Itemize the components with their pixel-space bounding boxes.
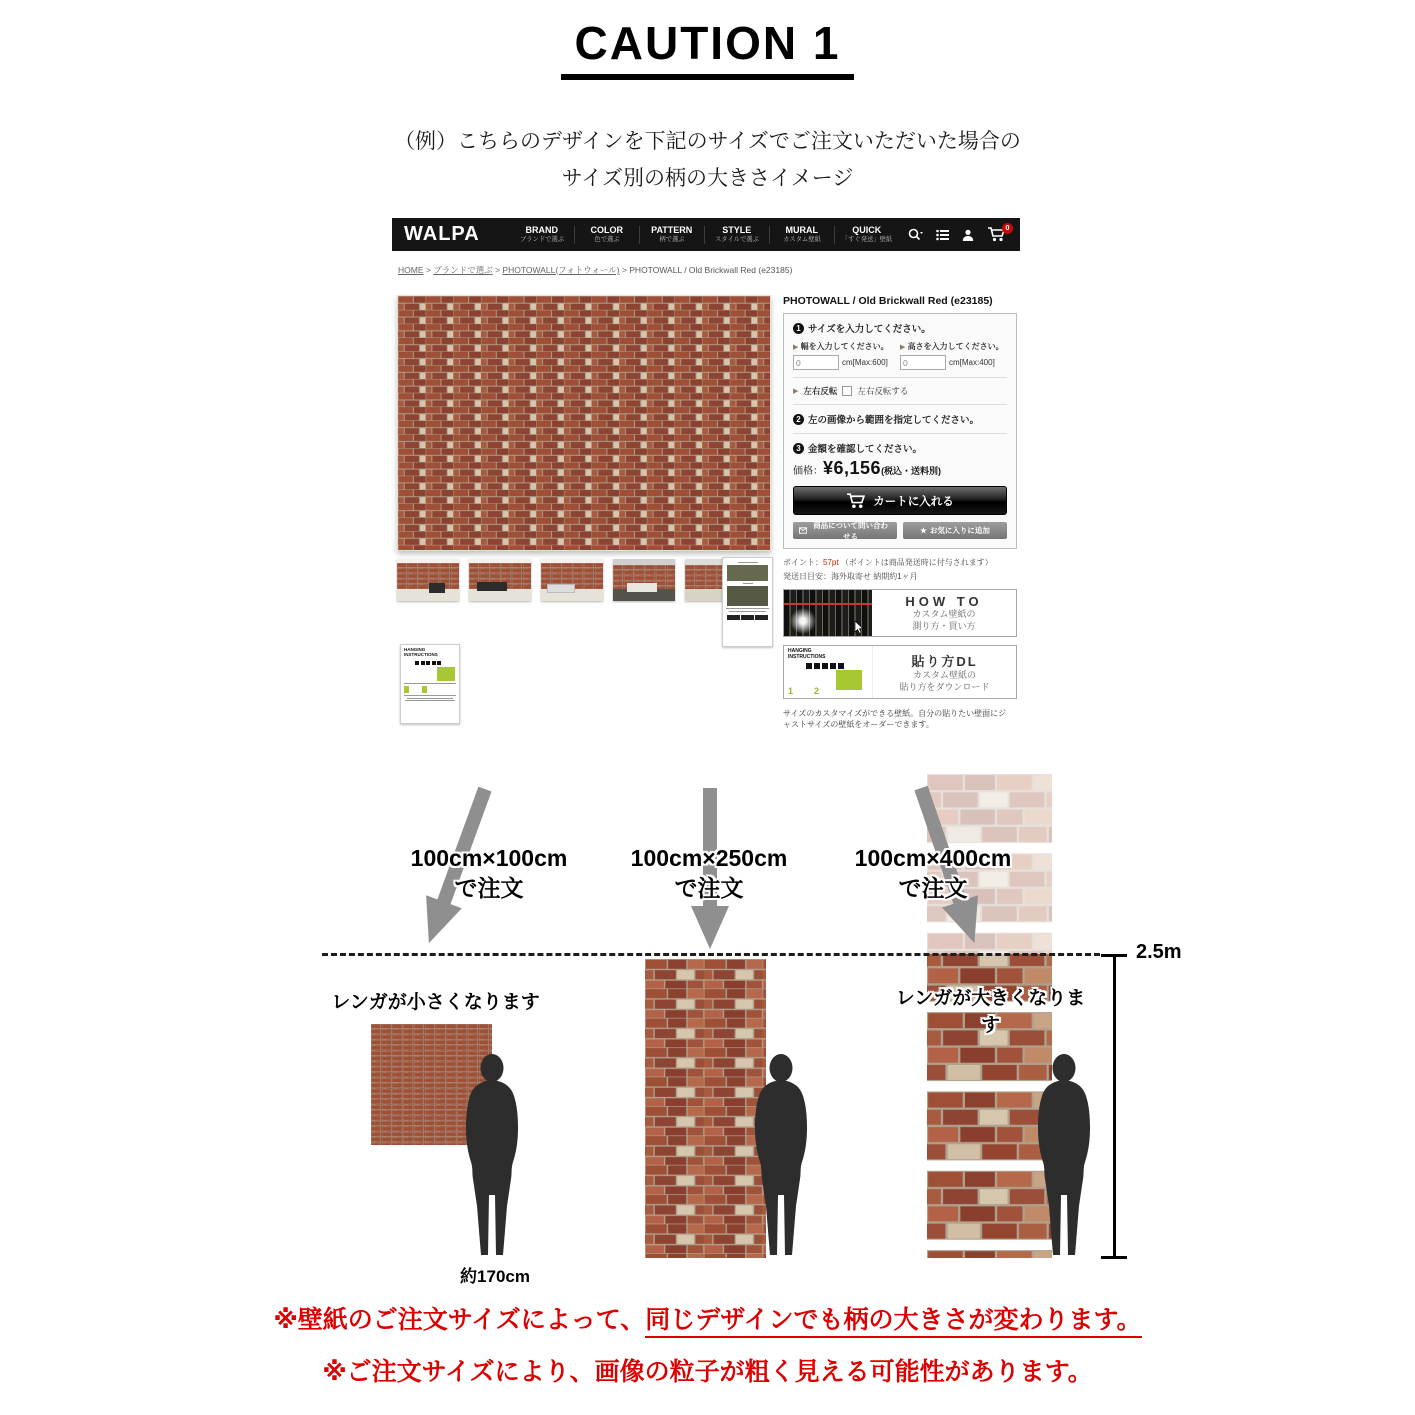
shipping-note: 発送日目安：海外取寄せ 納期約1ヶ月 — [783, 572, 918, 581]
breadcrumb-brand[interactable]: ブランドで選ぶ — [433, 265, 493, 275]
hanging-dl-banner[interactable]: HANGING INSTRUCTIONS 1 2 貼り方DL カスタム壁紙の 貼り方をダウンロード — [783, 645, 1017, 699]
person-silhouette-left — [448, 1052, 536, 1258]
bricks-larger-note: レンガが大きくなります — [895, 988, 1086, 1036]
thumbnail-room-4[interactable] — [613, 559, 675, 601]
thumbnail-room-2[interactable] — [469, 559, 531, 601]
hanging-dl-title: 貼り方DL — [911, 654, 978, 670]
width-max: cm[Max:600] — [842, 358, 888, 367]
list-icon[interactable] — [936, 229, 949, 241]
caution-note-2: ※ご注文サイズにより、画像の粒子が粗く見える可能性があります。 — [322, 1358, 1093, 1386]
flip-checkbox[interactable] — [842, 386, 852, 396]
order-label-100x250: 100cm×250cm で注文 — [630, 845, 788, 901]
search-icon[interactable] — [908, 228, 923, 241]
cart-button[interactable] — [987, 225, 1010, 242]
walpa-logo[interactable]: WALPA — [404, 223, 480, 245]
mail-icon — [799, 527, 807, 534]
step-3: 3 金額を確認してください。 — [793, 441, 1007, 455]
breadcrumb-photowall[interactable]: PHOTOWALL(フォトウォール) — [502, 265, 620, 275]
thumbnail-room-1[interactable] — [397, 559, 459, 601]
nav-icons — [908, 227, 1020, 242]
webshop-screenshot — [392, 218, 1020, 766]
wall-height-dashed-line — [322, 953, 1100, 956]
nav-item-mural[interactable]: MURAL カスタム壁紙 — [782, 224, 821, 243]
page-title: CAUTION 1 — [0, 16, 1415, 80]
account-icon[interactable] — [962, 229, 974, 241]
person-silhouette-right — [1020, 1052, 1108, 1258]
step-2: 2 左の画像から範囲を指定してください。 — [793, 412, 1007, 426]
person-height-label: 約170cm — [460, 1267, 530, 1286]
price-amount: ¥6,156 — [823, 458, 882, 478]
nav-item-pattern[interactable]: PATTERN 柄で選ぶ — [651, 224, 693, 243]
price-label: 価格： — [793, 466, 823, 477]
wall-height-label: 2.5m — [1136, 941, 1182, 963]
caution-note-1: ※壁紙のご注文サイズによって、同じデザインでも柄の大きさが変わります。 — [0, 1300, 1415, 1336]
hanging-doc-image: HANGING INSTRUCTIONS 1 2 — [784, 646, 873, 698]
howto-banner[interactable]: HOW TO カスタム壁紙の 測り方・買い方 — [783, 589, 1017, 637]
thumbnail-room-3[interactable] — [541, 559, 603, 601]
cart-icon — [846, 493, 866, 509]
order-step-box: 1 サイズを入力してください。 ▶ 幅を入力してください。 ▶ 高さを入力してください。 0 cm[Max:600] 0 cm[Max:400] ▶ 左右反転 左右反転する 2 左の画像から範囲を指定してください。 3 金額を確認してください。 価格： ¥6,156 (税込・送料別) カートに入れる 商品について問い合わせる ★ お気に入りに追加 — [783, 313, 1017, 549]
price-tax-note: (税込・送料別) — [881, 466, 942, 476]
nav-item-style[interactable]: STYLE スタイルで選ぶ — [714, 224, 759, 243]
nav-bar — [392, 218, 1020, 251]
hanging-instructions-thumbnail[interactable]: HANGING INSTRUCTIONS — [400, 644, 460, 724]
measure-bottom-cap — [1101, 1256, 1127, 1259]
width-input[interactable] — [793, 355, 839, 370]
order-label-100x400: 100cm×400cm で注文 — [854, 845, 1012, 901]
inquiry-button[interactable]: 商品について問い合わせる — [793, 522, 897, 539]
breadcrumb-home[interactable]: HOME — [398, 265, 424, 275]
product-description: サイズのカスタマイズができる壁紙。自分の貼りたい壁面にジャストサイズの壁紙をオーダーできます。 — [783, 709, 1007, 730]
breadcrumb-current: PHOTOWALL / Old Brickwall Red (e23185) — [629, 265, 793, 275]
bricks-smaller-note: レンガが小さくなります — [331, 992, 540, 1013]
product-title: PHOTOWALL / Old Brickwall Red (e23185) — [783, 295, 993, 307]
product-image-brick-wall[interactable] — [397, 295, 771, 551]
add-to-cart-button[interactable]: カートに入れる — [793, 486, 1007, 515]
favorite-button[interactable]: ★ お気に入りに追加 — [903, 522, 1007, 539]
intro-line-1: （例）こちらのデザインを下記のサイズでご注文いただいた場合の — [394, 130, 1021, 153]
height-label: ▶ 高さを入力してください。 — [900, 342, 1004, 351]
points-row: ポイント：57pt （ポイントは商品発送時に付与されます） — [783, 558, 993, 567]
step-1: 1 サイズを入力してください。 — [793, 321, 1007, 335]
price-row — [793, 458, 1007, 479]
nav-item-brand[interactable]: BRAND ブランドで選ぶ — [519, 224, 564, 243]
intro-line-2: サイズ別の柄の大きさイメージ — [561, 167, 854, 190]
flip-check-label: 左右反転する — [857, 386, 909, 396]
howto-title: HOW TO — [905, 594, 983, 610]
star-icon: ★ — [920, 526, 927, 535]
flip-label: 左右反転 — [803, 386, 838, 396]
product-panel — [783, 295, 1017, 730]
points-value: 57pt — [823, 558, 839, 567]
height-input[interactable] — [900, 355, 946, 370]
measure-line — [1113, 954, 1116, 1258]
breadcrumb: HOME > ブランドで選ぶ > PHOTOWALL(フォトウォール) > PHOTOWALL / Old Brickwall Red (e23185) — [398, 265, 793, 275]
height-max: cm[Max:400] — [949, 358, 995, 367]
nav-item-color[interactable]: COLOR 色で選ぶ — [590, 224, 623, 243]
thumbnail-instruction-sheet[interactable] — [722, 557, 773, 647]
forest-image — [784, 590, 872, 636]
width-label: ▶ 幅を入力してください。 — [793, 342, 889, 351]
nav-menu — [510, 218, 899, 251]
person-silhouette-middle — [737, 1052, 825, 1258]
nav-item-quick[interactable]: QUICK 「すぐ発送」壁紙 — [841, 224, 892, 243]
cursor-icon — [854, 621, 864, 634]
cart-count-badge: 0 — [1002, 223, 1013, 234]
order-label-100x100: 100cm×100cm で注文 — [410, 845, 568, 901]
